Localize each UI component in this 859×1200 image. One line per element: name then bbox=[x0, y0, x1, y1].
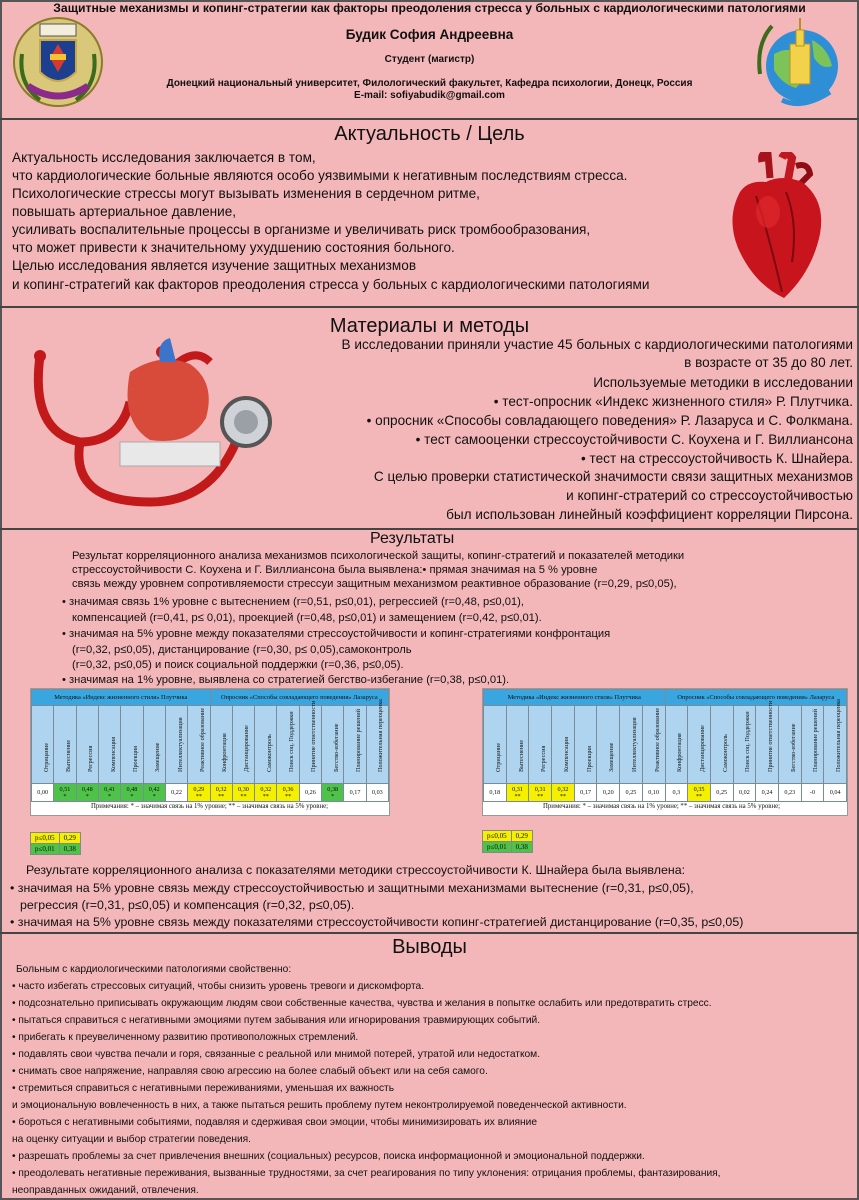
legend-value: 0,29 bbox=[511, 831, 532, 842]
conclusion-line: • подавлять свои чувства печали и горя, связанные с реальной или мнимой потерей, утратой или недостатком. bbox=[12, 1049, 541, 1060]
cell-value: 0,32 bbox=[557, 785, 569, 793]
cell-value: 0,17 bbox=[580, 789, 591, 796]
column-header-label: Поиск соц. Поддержки bbox=[744, 711, 752, 772]
column-header bbox=[824, 699, 847, 784]
table-cell bbox=[688, 784, 711, 802]
results-line: связь между уровнем сопротивляемости стрессуи защитным механизмом реактивное образование (r=0,29, p≤0,05), bbox=[72, 578, 677, 590]
cell-significance-mark: * bbox=[85, 792, 89, 800]
cell-value: 0,3 bbox=[672, 789, 681, 796]
cell-value: 0,41 bbox=[104, 785, 115, 793]
methods-line: и копинг-стратерий со стрессоустойчивостью bbox=[566, 488, 853, 503]
correlation-grid bbox=[31, 689, 389, 802]
column-header-label: Отрицание bbox=[494, 742, 502, 772]
column-header bbox=[98, 706, 120, 784]
table-cell bbox=[76, 784, 98, 802]
results-line: • значимая на 5% уровне связь между стрессоустойчивостью и защитными механизмами вытеснение (r=0,31, p≤0,05), bbox=[10, 881, 694, 895]
conclusion-line: неоправданных ожиданий, отвлечения. bbox=[12, 1185, 199, 1196]
cell-value: 0,00 bbox=[37, 789, 49, 796]
table-cell bbox=[277, 784, 299, 802]
cell-value: 0,32 bbox=[260, 785, 272, 793]
legend-label: p≤0,01 bbox=[483, 842, 512, 853]
conclusion-line: • прибегать к преувеличенному развитию противоположных стремлений. bbox=[12, 1032, 359, 1043]
conclusion-line: • подсознательно приписывать окружающим людям свои собственные качества, чувства и желания в попытке ослабить или предотвратить стресс. bbox=[12, 998, 712, 1009]
conclusion-line: • стремиться справиться с негативными переживаниями, уменьшая их важность bbox=[12, 1083, 395, 1094]
table-cell bbox=[121, 784, 143, 802]
cell-value: 0,20 bbox=[602, 789, 614, 796]
column-header bbox=[642, 706, 665, 784]
results-line: Результат корреляционного анализа механизмов психологической защиты, копинг-стратегий и показателей методики bbox=[72, 550, 685, 562]
cell-value: 0,18 bbox=[489, 789, 501, 796]
section-methods bbox=[0, 306, 859, 528]
cell-significance-mark: ** bbox=[695, 792, 703, 800]
conclusion-line: Больным с кардиологическими патологиями свойственно: bbox=[16, 964, 292, 975]
table-cell bbox=[552, 784, 575, 802]
cell-value: -0 bbox=[809, 789, 816, 796]
table-cell bbox=[801, 784, 824, 802]
cell-significance-mark: * bbox=[331, 792, 335, 800]
conclusion-line: • снимать свое напряжение, направляя свою агрессию на более слабый объект или на себя самого. bbox=[12, 1066, 488, 1077]
table-cell bbox=[642, 784, 665, 802]
table-cell bbox=[506, 784, 529, 802]
cell-significance-mark: ** bbox=[262, 792, 269, 800]
results-line: Результате корреляционного анализа с показателями методики стрессоустойчивости К. Шнайера была выявлена: bbox=[26, 863, 686, 877]
methods-line: • тест-опросник «Индекс жизненного стиля» Р. Плутчика. bbox=[493, 394, 853, 409]
column-header bbox=[232, 706, 254, 784]
column-header bbox=[778, 706, 801, 784]
cell-value: 0,38 bbox=[327, 785, 339, 793]
column-header-label: Бегство-избегание bbox=[789, 723, 797, 772]
stethoscope-heart-illustration bbox=[10, 322, 280, 522]
column-header-label: Поиск соц. Поддержки bbox=[288, 711, 296, 772]
cell-value: 0,04 bbox=[829, 789, 841, 796]
column-header-label: Дистанцирование bbox=[699, 725, 707, 772]
column-header bbox=[506, 706, 529, 784]
methods-line: в возрасте от 35 до 80 лет. bbox=[684, 355, 853, 370]
table-cell bbox=[255, 784, 277, 802]
column-header-label: Дистанцирование bbox=[243, 725, 251, 772]
methods-line: Используемые методики в исследовании bbox=[593, 375, 853, 390]
table-cell bbox=[54, 784, 76, 802]
column-header-label: Конфронтация bbox=[221, 733, 229, 772]
column-header bbox=[121, 706, 143, 784]
cell-value: 0,25 bbox=[625, 789, 637, 796]
legend-value: 0,38 bbox=[59, 844, 80, 855]
column-header-label: Планирование решений bbox=[355, 709, 363, 772]
significance-legend bbox=[482, 830, 533, 853]
legend-label: p≤0,01 bbox=[31, 844, 60, 855]
methods-line: С целью проверки статистической значимости связи защитных механизмов bbox=[373, 469, 853, 484]
conclusion-line: на оценку ситуации и выбор стратегии поведения. bbox=[12, 1134, 252, 1145]
methods-line: В исследовании приняли участие 45 больных с кардиологическими патологиями bbox=[341, 337, 853, 352]
table-cell bbox=[574, 784, 597, 802]
cell-significance-mark: * bbox=[63, 792, 67, 800]
column-header bbox=[665, 706, 688, 784]
section-results bbox=[0, 528, 859, 932]
conclusion-line: и эмоциональную вовлеченность в них, а также пытаться решить проблему путем неконтролируемой поведенческой активности. bbox=[12, 1100, 627, 1111]
results-line: • значимая связь 1% уровне с вытеснением (r=0,51, p≤0,01), регрессией (r=0,48, p≤0,01), bbox=[62, 596, 524, 608]
cell-value: 0,32 bbox=[215, 785, 227, 793]
column-header-label: Положительная переоценка bbox=[377, 699, 385, 772]
section-conclusions bbox=[0, 932, 859, 1200]
cell-value: 0,25 bbox=[716, 789, 728, 796]
column-header bbox=[344, 706, 366, 784]
column-header bbox=[32, 706, 54, 784]
cell-value: 0,51 bbox=[59, 785, 71, 793]
results-line: стрессоустойчивости С. Коухена и Г. Виллиансона была выявлена:• прямая значимая на 5 % уровне bbox=[72, 564, 598, 576]
table-cell bbox=[756, 784, 779, 802]
results-line: • значимая на 5% уровне между показателями стрессоустойчивости и копинг-стратегиями конфронтация bbox=[62, 628, 611, 640]
cell-value: 0,02 bbox=[738, 789, 750, 796]
column-header-label: Конфронтация bbox=[676, 733, 684, 772]
table-cell bbox=[620, 784, 643, 802]
column-header-label: Регрессия bbox=[87, 745, 95, 772]
cell-value: 0,35 bbox=[693, 785, 705, 793]
cell-significance-mark: ** bbox=[195, 792, 202, 800]
table-group-header: Опросник «Способы совладающего поведения» Лазаруса bbox=[665, 690, 847, 706]
results-line: (r=0,32, p≤0,05), дистанцирование (r=0,30, p≤ 0,05),самоконтроль bbox=[72, 644, 412, 656]
column-header-label: Самоконтроль bbox=[721, 734, 729, 772]
table-cell bbox=[322, 784, 344, 802]
column-header bbox=[529, 706, 552, 784]
table-cell bbox=[366, 784, 388, 802]
table-cell bbox=[210, 784, 232, 802]
significance-legend bbox=[30, 832, 81, 855]
table-cell bbox=[733, 784, 756, 802]
email: E-mail: sofiyabudik@gmail.com bbox=[354, 90, 505, 101]
actuality-line: что кардиологические больные являются особо уязвимыми к негативным последствиям стресса. bbox=[12, 168, 628, 183]
column-header-label: Принятие ответственности bbox=[310, 700, 318, 772]
author-name: Будик София Андреевна bbox=[345, 27, 514, 42]
column-header-label: Реактивное образование bbox=[653, 707, 661, 772]
table-cell bbox=[299, 784, 321, 802]
column-header-label: Замещение bbox=[154, 742, 162, 772]
conclusion-line: • разрешать проблемы за счет привлечения внешних (социальных) ресурсов, поиска информационной и эмоциональной поддержки. bbox=[12, 1151, 645, 1162]
table-cell bbox=[824, 784, 847, 802]
column-header bbox=[54, 706, 76, 784]
column-header bbox=[484, 706, 507, 784]
legend-label: p≤0,05 bbox=[31, 833, 60, 844]
column-header bbox=[277, 706, 299, 784]
cell-value: 0,29 bbox=[193, 785, 205, 793]
results-line: • значимая на 5% уровне связь между показателями стрессоустойчивости копинг-стратегией дистанцирование (r=0,35, p≤0,05) bbox=[10, 915, 744, 929]
anatomical-heart-illustration bbox=[722, 152, 830, 300]
column-header-label: Вытеснение bbox=[64, 739, 72, 772]
section-actuality bbox=[0, 118, 859, 306]
column-header bbox=[733, 706, 756, 784]
column-header bbox=[552, 706, 575, 784]
cell-value: 0,42 bbox=[148, 785, 160, 793]
faculty-globe-logo bbox=[752, 14, 848, 110]
conclusion-line: • часто избегать стрессовых ситуаций, чтобы снизить уровень тревоги и дискомфорта. bbox=[12, 981, 425, 992]
table-cell bbox=[165, 784, 187, 802]
conclusion-line: • преодолевать негативные переживания, вызванные трудностями, за счет реагирования по типу уклонения: отрицания проблемы, фантазирования, bbox=[12, 1168, 721, 1179]
actuality-line: Целью исследования является изучение защитных механизмов bbox=[12, 258, 417, 273]
section-heading-actuality: Актуальность / Цель bbox=[334, 123, 525, 145]
table-cell bbox=[710, 784, 733, 802]
column-header bbox=[801, 706, 824, 784]
table-cell bbox=[484, 784, 507, 802]
column-header bbox=[165, 706, 187, 784]
column-header-label: Проекция bbox=[131, 746, 139, 772]
column-header bbox=[188, 706, 210, 784]
table-cell bbox=[665, 784, 688, 802]
cell-value: 0,26 bbox=[304, 789, 316, 796]
cell-value: 0,31 bbox=[534, 785, 546, 793]
actuality-line: что может привести к значительному ухудшению состояния больного. bbox=[12, 240, 455, 255]
column-header-label: Компенсация bbox=[562, 736, 570, 772]
conclusion-line: • бороться с негативными событиями, подавляя и сдерживая свои эмоции, чтобы минимизировать их влияние bbox=[12, 1117, 538, 1128]
actuality-line: Актуальность исследования заключается в том, bbox=[12, 150, 316, 165]
column-header-label: Вытеснение bbox=[517, 739, 525, 772]
column-header-label: Замещение bbox=[608, 742, 616, 772]
cell-value: 0,31 bbox=[512, 785, 523, 793]
column-header-label: Интеллектуализация bbox=[630, 717, 638, 772]
column-header bbox=[322, 706, 344, 784]
column-header bbox=[597, 706, 620, 784]
conclusion-line: • пытаться справиться с негативными эмоциями путем забывания или игнорирования травмирующих событий. bbox=[12, 1015, 541, 1026]
column-header-label: Самоконтроль bbox=[265, 734, 273, 772]
column-header bbox=[76, 706, 98, 784]
column-header bbox=[756, 700, 779, 784]
cell-significance-mark: ** bbox=[559, 792, 566, 800]
legend-value: 0,29 bbox=[59, 833, 80, 844]
cell-significance-mark: ** bbox=[218, 792, 225, 800]
cell-value: 0,23 bbox=[784, 789, 796, 796]
methods-line: • тест самооценки стрессоустойчивости С. Коухена и Г. Виллиансона bbox=[415, 432, 853, 447]
column-header-label: Интеллектуализация bbox=[176, 717, 184, 772]
affiliation: Донецкий национальный университет, Филологический факультет, Кафедра психологии, Донецк, Россия bbox=[166, 78, 693, 89]
poster-title: Защитные механизмы и копинг-стратегии как факторы преодоления стресса у больных с кардиологическими патологиями bbox=[53, 1, 806, 15]
column-header bbox=[255, 706, 277, 784]
legend-label: p≤0,05 bbox=[483, 831, 512, 842]
cell-significance-mark: * bbox=[130, 792, 134, 800]
column-header-label: Проекция bbox=[585, 746, 593, 772]
author-status: Студент (магистр) bbox=[384, 54, 475, 65]
column-header-label: Принятие ответственности bbox=[767, 700, 775, 772]
table-cell bbox=[32, 784, 54, 802]
cell-value: 0,17 bbox=[349, 789, 361, 796]
column-header-label: Положительная переоценка bbox=[835, 699, 843, 772]
section-heading-results: Результаты bbox=[370, 530, 455, 547]
column-header-label: Отрицание bbox=[42, 742, 50, 772]
cell-significance-mark: ** bbox=[537, 792, 544, 800]
results-line: компенсацией (r=0,41, p≤ 0,01), проекцией (r=0,48, p≤0,01) и замещением (r=0,42, p≤0,01). bbox=[72, 612, 542, 624]
column-header bbox=[688, 706, 711, 784]
methods-line: • опросник «Способы совладающего поведения» Р. Лазаруса и С. Фолкмана. bbox=[366, 413, 853, 428]
table-note: Примечания: * – значимая связь на 1% уровне; ** – значимая связь на 5% уровне; bbox=[91, 803, 329, 810]
table-cell bbox=[143, 784, 165, 802]
actuality-line: повышать артериальное давление, bbox=[12, 204, 237, 219]
table-group-header: Методика «Индекс жизненного стиля» Плутчика bbox=[32, 690, 211, 706]
column-header bbox=[210, 706, 232, 784]
column-header-label: Реактивное образование bbox=[198, 707, 206, 772]
table-cell bbox=[529, 784, 552, 802]
methods-line: • тест на стрессоустойчивость К. Шнайера. bbox=[580, 451, 853, 466]
column-header-label: Бегство-избегание bbox=[332, 723, 340, 772]
actuality-line: Психологические стрессы могут вызывать изменения в сердечном ритме, bbox=[12, 186, 480, 201]
cell-significance-mark: * bbox=[108, 792, 112, 800]
column-header bbox=[143, 706, 165, 784]
table-cell bbox=[232, 784, 254, 802]
results-line: (r=0,32, p≤0,05) и поиск социальной поддержки (r=0,36, p≤0,05). bbox=[72, 659, 404, 671]
cell-value: 0,48 bbox=[81, 785, 93, 793]
cell-significance-mark: * bbox=[152, 792, 156, 800]
actuality-line: и копинг-стратегий как факторов преодоления стресса у больных с кардиологическими патологиями bbox=[12, 277, 650, 292]
section-heading-conclusions: Выводы bbox=[392, 936, 467, 958]
correlation-grid bbox=[483, 689, 847, 802]
table-cell bbox=[597, 784, 620, 802]
column-header-label: Регрессия bbox=[540, 745, 548, 772]
correlation-table-cohen bbox=[30, 688, 390, 816]
column-header-label: Компенсация bbox=[109, 736, 117, 772]
cell-value: 0,36 bbox=[282, 785, 294, 793]
legend-value: 0,38 bbox=[511, 842, 532, 853]
cell-value: 0,48 bbox=[126, 785, 138, 793]
cell-significance-mark: ** bbox=[240, 792, 247, 800]
table-cell bbox=[98, 784, 120, 802]
cell-significance-mark: ** bbox=[285, 792, 292, 800]
results-line: • значимая на 1% уровне, выявлена со стратегией бегство-избегание (r=0,38, p≤0,01). bbox=[62, 674, 510, 686]
cell-value: 0,03 bbox=[371, 789, 383, 796]
column-header bbox=[710, 706, 733, 784]
results-line: регрессия (r=0,31, p≤0,05) и компенсация (r=0,32, p≤0,05). bbox=[20, 898, 355, 912]
table-cell bbox=[344, 784, 366, 802]
table-cell bbox=[188, 784, 210, 802]
methods-line: был использован линейный коэффициент корреляции Пирсона. bbox=[446, 507, 853, 522]
table-cell bbox=[778, 784, 801, 802]
table-group-header: Методика «Индекс жизненного стиля» Плутчика bbox=[484, 690, 666, 706]
cell-value: 0,22 bbox=[171, 789, 182, 796]
column-header bbox=[620, 706, 643, 784]
section-heading-methods: Материалы и методы bbox=[329, 315, 530, 337]
cell-value: 0,10 bbox=[648, 789, 660, 796]
column-header bbox=[574, 706, 597, 784]
correlation-table-shnaier bbox=[482, 688, 848, 816]
column-header-label: Планирование решений bbox=[812, 709, 820, 772]
table-note: Примечания: * – значимая связь на 1% уровне; ** – значимая связь на 5% уровне; bbox=[543, 803, 781, 810]
cell-value: 0,24 bbox=[761, 789, 773, 796]
column-header bbox=[299, 700, 321, 784]
cell-value: 0,30 bbox=[238, 785, 249, 793]
university-emblem-logo bbox=[10, 14, 106, 110]
cell-significance-mark: ** bbox=[514, 792, 521, 800]
table-group-header: Опросник «Способы совладающего поведения» Лазаруса bbox=[210, 690, 389, 706]
poster-header bbox=[0, 0, 859, 118]
actuality-line: усиливать воспалительные процессы в организме и увеличивать риск тромбообразования, bbox=[12, 222, 591, 237]
column-header bbox=[366, 699, 388, 784]
